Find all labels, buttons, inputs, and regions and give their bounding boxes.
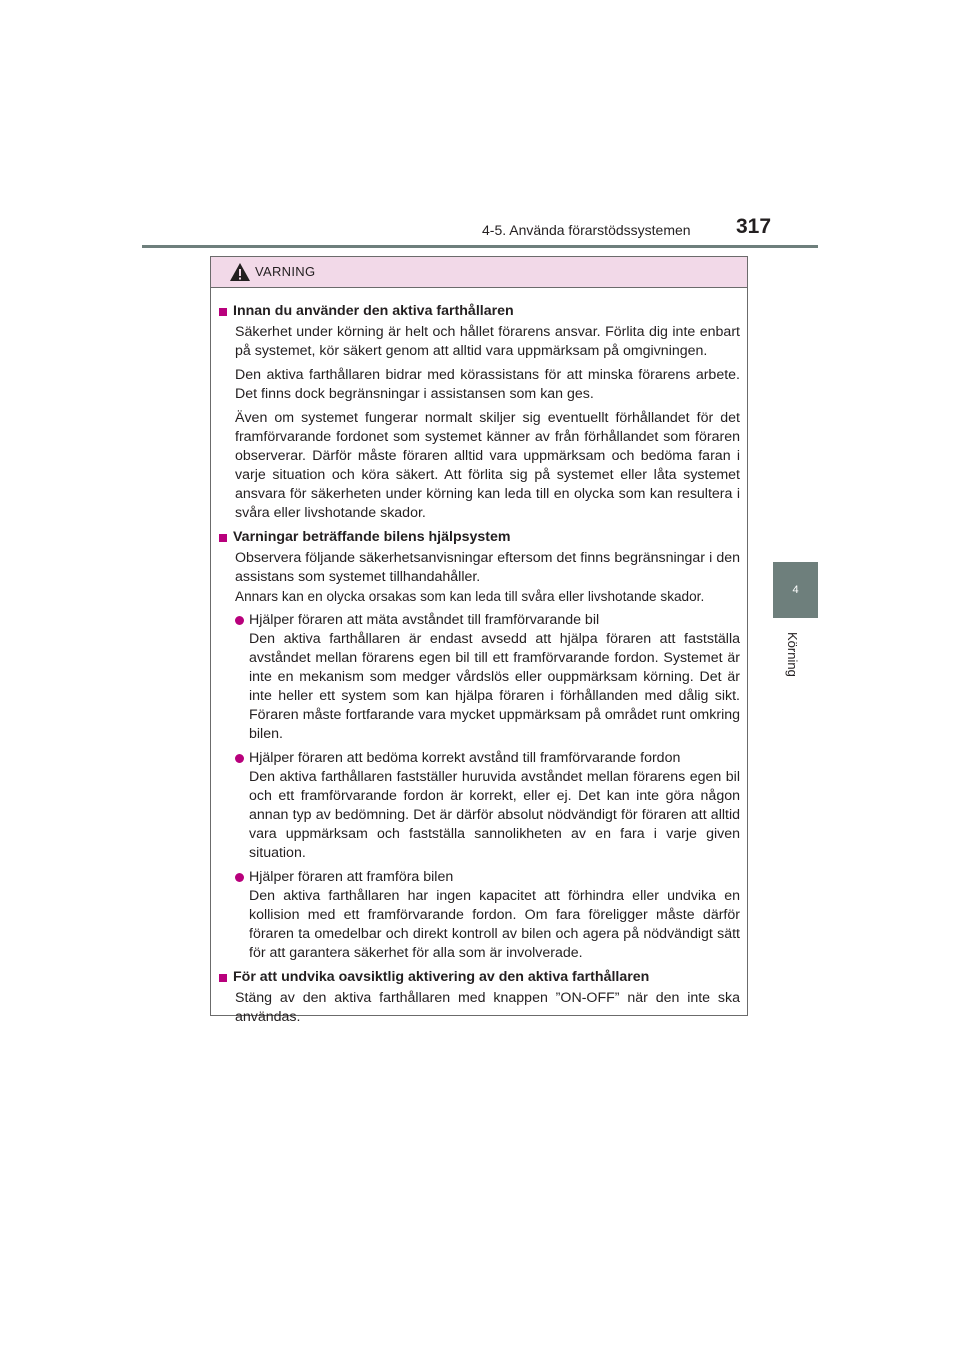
round-bullet-icon — [235, 873, 244, 882]
list-item-title: Hjälper föraren att framföra bilen — [249, 869, 454, 885]
list-item — [235, 868, 740, 963]
paragraph: Annars kan en olycka orsakas som kan leda till svåra eller livshotande skador. — [235, 589, 705, 604]
warning-content — [211, 288, 747, 1027]
section-heading — [217, 302, 740, 321]
paragraph: Säkerhet under körning är helt och hållet förarens ansvar. Förlita dig inte enbart på systemet, kör säkert genom att alltid vara uppmärksam på omgivningen. — [235, 324, 740, 359]
round-bullet-icon — [235, 754, 244, 763]
header-section-title: 4-5. Använda förarstödssystemen — [482, 222, 691, 238]
list-item-text: Den aktiva farthållaren är endast avsedd att hjälpa föraren att fastställa avståndet mellan förarens egen bil till ett framförvarande fordon. Systemet är inte en mekanism som medger vårdslös eller ouppmärksam körning. Det är inte heller ett system som kan hjälpa föraren i förhållanden med dålig sikt. Föraren måste fortfarande vara mycket uppmärksam på området runt omkring bilen. — [249, 631, 740, 742]
section-heading — [217, 528, 740, 547]
list-item-text: Den aktiva farthållaren fastställer huruvida avståndet mellan förarens egen bil och ett framförvarande fordon är korrekt, eller ej. Det kan inte göra någon annan typ av bedömning. Det är därför absolut nödvändigt för föraren att alltid vara uppmärksam och fastställa sannolikheten av en fara i varje given situation. — [249, 769, 740, 861]
list-item-text: Den aktiva farthållaren har ingen kapacitet att förhindra eller undvika en kollision med ett framförvarande fordon. Om fara föreligger måste därför föraren ta omedelbar och direkt kontroll av bilen och agera på nödvändigt sätt för att garantera säkerhet för alla som är involverade. — [249, 888, 740, 961]
paragraph: Observera följande säkerhetsanvisningar eftersom det finns begränsningar i den assistans som systemet tillhandahåller. — [235, 550, 740, 585]
paragraph: Även om systemet fungerar normalt skiljer sig eventuellt förhållandet för det framförvarande fordonet som systemet känner av från förhållandet som föraren observerar. Därför måste föraren alltid vara uppmärksam och bedöma faran i varje situation och köra säkert. Att förlita sig på systemet eller låta systemet ansvara för säkerheten under körning kan leda till en olycka som kan resultera i svåra eller livshotande skador. — [235, 410, 740, 521]
paragraph: Den aktiva farthållaren bidrar med körassistans för att minska förarens arbete. Det finns dock begränsningar i assistansen som kan ges. — [235, 367, 740, 402]
round-bullet-icon — [235, 616, 244, 625]
list-item — [235, 611, 740, 744]
chapter-tab[interactable]: 4 — [773, 562, 818, 618]
section-heading — [217, 968, 740, 987]
paragraph: Stäng av den aktiva farthållaren med knappen ”ON-OFF” när den inte ska användas. — [235, 990, 740, 1025]
section-heading-text: För att undvika oavsiktlig aktivering av den aktiva farthållaren — [233, 969, 650, 985]
section-heading-text: Innan du använder den aktiva farthållaren — [233, 303, 514, 319]
square-bullet-icon — [219, 308, 227, 316]
list-item-title: Hjälper föraren att bedöma korrekt avstånd till framförvarande fordon — [249, 750, 681, 766]
list-item — [235, 749, 740, 863]
warning-header — [211, 257, 747, 288]
chapter-label: Körning — [785, 632, 800, 677]
page-number: 317 — [736, 215, 772, 238]
square-bullet-icon — [219, 974, 227, 982]
list-item-title: Hjälper föraren att mäta avståndet till framförvarande bil — [249, 612, 600, 628]
header-divider — [142, 245, 818, 248]
warning-triangle-icon — [229, 262, 251, 282]
section-heading-text: Varningar beträffande bilens hjälpsystem — [233, 529, 511, 545]
warning-box — [210, 256, 748, 1025]
warning-title: VARNING — [255, 264, 316, 279]
square-bullet-icon — [219, 534, 227, 542]
